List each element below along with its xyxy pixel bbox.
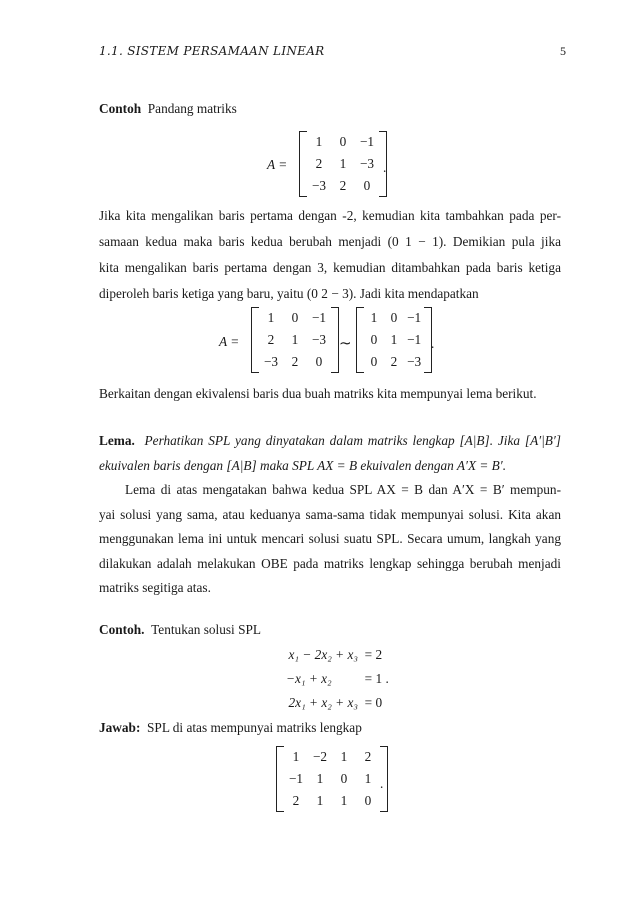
example2-intro-line	[99, 622, 561, 638]
matrix-entry: 2	[292, 793, 300, 808]
matrix-entry: 1	[364, 771, 372, 786]
paragraph-3-line: yai solusi yang sama, atau keduanya sama-sama tidak mempunyai solusi. Kita akan	[99, 506, 561, 522]
matrix-row	[307, 131, 379, 153]
matrix-entry: −1	[407, 332, 422, 347]
matrix-entry: 1	[316, 771, 324, 786]
matrix-entry: 0	[339, 134, 347, 149]
matrix-row	[364, 351, 424, 373]
matrix-entry: 1	[390, 332, 398, 347]
matrix-entry: 1	[292, 749, 300, 764]
matrix-entry: −3	[263, 354, 279, 369]
matrix-entry: 1	[316, 793, 324, 808]
equation-row: x₁ − 2x₂ + x₃ = 2	[288, 647, 383, 662]
matrix-entry: 1	[370, 310, 378, 325]
equiv-matrix-left-table	[259, 307, 331, 373]
example1-intro-line	[99, 101, 561, 117]
matrix-entry: 0	[363, 178, 371, 193]
answer-intro: SPL di atas mempunyai matriks lengkap	[147, 720, 362, 735]
lemma-label: Lema.	[99, 433, 135, 448]
matrix-row	[307, 153, 379, 175]
tilde-symbol: ∼	[339, 336, 352, 352]
answer-matrix	[276, 746, 388, 812]
matrix-entry: −3	[311, 178, 327, 193]
matrix-entry: 1	[339, 156, 347, 171]
matrix-entry: 1	[291, 332, 299, 347]
paragraph-1-line: kita mengalikan baris pertama dengan 3, kemudian ditambahkan pada baris ketiga	[99, 260, 561, 275]
equiv-period: .	[431, 336, 435, 351]
paragraph-1-line: Jika kita mengalikan baris pertama dengan -2, kemudian kita tambahkan pada per-	[99, 208, 561, 223]
matrix-entry: 0	[291, 310, 299, 325]
page-number: 5	[560, 44, 566, 58]
matrix-entry: 1	[340, 749, 348, 764]
matrix-entry: 0	[315, 354, 323, 369]
equation-row: −x₁ + x₂ = 1 .	[286, 671, 389, 686]
example2-label: Contoh.	[99, 622, 145, 637]
answer-matrix-table	[284, 746, 380, 812]
matrix-entry: 2	[364, 749, 372, 764]
matrix-entry: 2	[291, 354, 299, 369]
equation-system	[272, 647, 389, 719]
paragraph-3-line: dilakukan adalah melakukan OBE pada matriks lengkap sehingga berubah menjadi	[99, 555, 561, 571]
matrix-row	[259, 351, 331, 373]
equiv-matrix-right	[356, 307, 435, 373]
matrix-entry: −1	[407, 310, 422, 325]
equiv-lhs: A =	[219, 334, 240, 349]
matrix-row	[284, 790, 380, 812]
matrix-row	[284, 768, 380, 790]
equiv-matrix-left	[251, 307, 339, 373]
equation-row: 2x₁ + x₂ + x₃ = 0	[288, 695, 383, 710]
example1-label: Contoh	[99, 101, 142, 116]
paragraph-1-line: samaan kedua maka baris kedua berubah menjadi (0 1 − 1). Demikian pula jika	[99, 234, 561, 249]
matrix-entry: −2	[312, 749, 328, 764]
matrix-entry: 0	[340, 771, 348, 786]
lemma-text-1: Perhatikan SPL yang dinyatakan dalam matriks lengkap [A|B]. Jika [A′|B′]	[144, 433, 561, 448]
matrix-row	[307, 175, 379, 197]
matrix-entry: −1	[311, 310, 327, 325]
equiv-matrix-right-table	[364, 307, 424, 373]
matrix-entry: 0	[370, 332, 378, 347]
matrix-entry: −3	[407, 354, 422, 369]
example1-matrix	[299, 131, 387, 197]
paragraph-1-line: diperoleh baris ketiga yang baru, yaitu (0 2 − 3). Jadi kita mendapatkan	[99, 286, 479, 301]
lemma-line-1	[99, 433, 561, 449]
paragraph-3-line: matriks segitiga atas.	[99, 580, 211, 595]
running-header: 1.1. SISTEM PERSAMAAN LINEAR	[99, 44, 325, 58]
matrix-entry: 2	[315, 156, 323, 171]
matrix-entry: 0	[364, 793, 372, 808]
matrix-entry: 2	[339, 178, 347, 193]
example1-lhs: A =	[267, 157, 288, 172]
matrix-entry: 1	[315, 134, 323, 149]
paragraph-3-line: menggunakan lema ini untuk mencari solusi suatu SPL. Secara umum, langkah yang	[99, 531, 561, 546]
example1-intro: Pandang matriks	[147, 101, 237, 116]
example2-intro: Tentukan solusi SPL	[151, 622, 261, 637]
paragraph-2: Berkaitan dengan ekivalensi baris dua buah matriks kita mempunyai lema berikut.	[99, 386, 537, 401]
answer-label: Jawab:	[99, 720, 141, 735]
matrix-entry: 0	[390, 310, 398, 325]
paragraph-3-line: Lema di atas mengatakan bahwa kedua SPL AX = B dan A′X = B′ mempun-	[125, 482, 561, 497]
example1-period: .	[383, 160, 387, 175]
matrix-entry: −1	[359, 134, 375, 149]
matrix-row	[364, 307, 424, 329]
matrix-row	[284, 746, 380, 768]
matrix-entry: 0	[370, 354, 378, 369]
matrix-entry: 2	[390, 354, 398, 369]
matrix-entry: 2	[267, 332, 275, 347]
matrix-entry: −1	[288, 771, 304, 786]
matrix-entry: 1	[340, 793, 348, 808]
answer-period: .	[380, 776, 384, 791]
matrix-row	[364, 329, 424, 351]
matrix-row	[259, 307, 331, 329]
example1-matrix-table	[307, 131, 379, 197]
lemma-line-2: ekuivalen baris dengan [A|B] maka SPL AX = B ekuivalen dengan A′X = B′.	[99, 458, 507, 473]
matrix-entry: −3	[359, 156, 375, 171]
matrix-entry: 1	[267, 310, 275, 325]
answer-intro-line	[99, 720, 561, 736]
matrix-row	[259, 329, 331, 351]
matrix-entry: −3	[311, 332, 327, 347]
